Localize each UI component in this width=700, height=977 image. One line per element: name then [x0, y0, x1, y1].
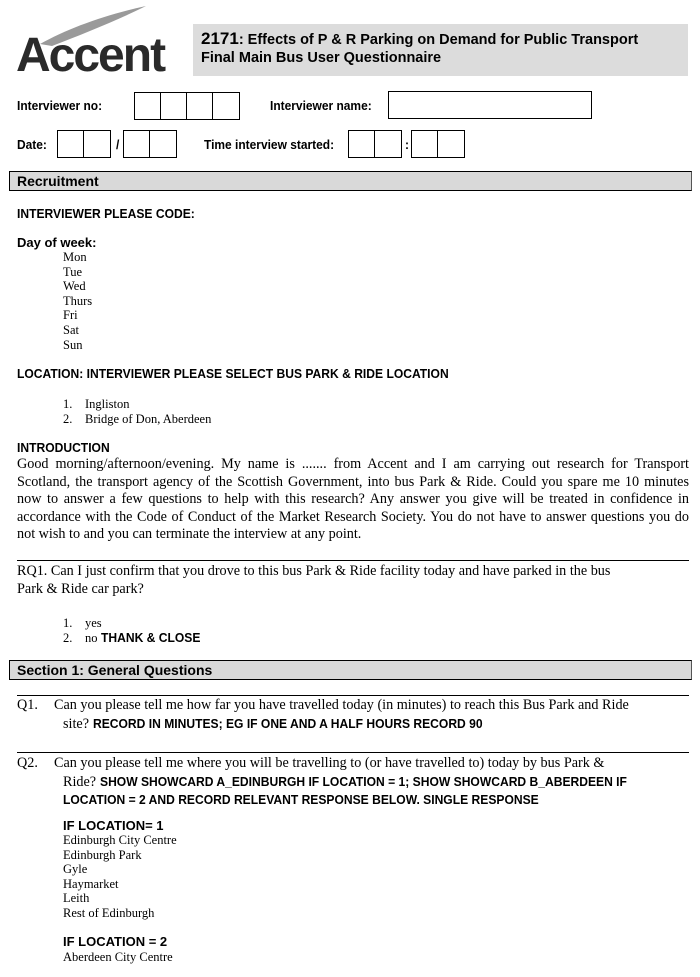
day-option[interactable]: Mon: [63, 250, 87, 264]
digit-box[interactable]: [135, 93, 161, 119]
q2-instruction-2: LOCATION = 2 AND RECORD RELEVANT RESPONSE BELOW. SINGLE RESPONSE: [63, 792, 539, 808]
q2-number: Q2.: [17, 755, 38, 771]
date-day-field[interactable]: [57, 130, 111, 158]
interviewer-name-field[interactable]: [388, 91, 592, 119]
destination-option[interactable]: Edinburgh City Centre: [63, 833, 177, 847]
time-separator: :: [405, 137, 409, 152]
rq1-option-no[interactable]: 2. no THANK & CLOSE: [63, 629, 201, 645]
q1-question: Can you please tell me how far you have travelled today (in minutes) to reach this Bus Park and Ride site? RECORD IN MINUTES; EG IF ONE AND A HALF HOURS RECORD 90: [54, 697, 629, 732]
digit-box[interactable]: [58, 131, 84, 157]
digit-box[interactable]: [150, 131, 176, 157]
location-2-heading: IF LOCATION = 2: [63, 934, 168, 949]
digit-box[interactable]: [349, 131, 375, 157]
digit-box[interactable]: [438, 131, 464, 157]
date-month-field[interactable]: [123, 130, 177, 158]
title-line-2: Final Main Bus User Questionnaire: [201, 50, 442, 66]
digit-box[interactable]: [187, 93, 213, 119]
day-option[interactable]: Sat: [63, 322, 79, 337]
time-label: Time interview started:: [204, 137, 335, 152]
digit-box[interactable]: [412, 131, 438, 157]
title-line-1: : Effects of P & R Parking on Demand for Public Transport: [238, 32, 639, 48]
introduction-heading: INTRODUCTION: [17, 440, 110, 455]
digit-box[interactable]: [84, 131, 110, 157]
logo-text: Accent: [16, 29, 165, 82]
digit-box[interactable]: [213, 93, 239, 119]
section-header-general-questions: Section 1: General Questions: [9, 660, 692, 680]
date-separator: /: [116, 137, 120, 152]
location-1-heading: IF LOCATION= 1: [63, 818, 164, 833]
location-option[interactable]: 2. Bridge of Don, Aberdeen: [63, 411, 212, 426]
digit-box[interactable]: [124, 131, 150, 157]
rq1-options: [63, 616, 208, 645]
destination-option[interactable]: Gyle: [63, 862, 88, 877]
q1-number: Q1.: [17, 697, 38, 713]
close-instruction: THANK & CLOSE: [100, 629, 201, 645]
destination-option[interactable]: Haymarket: [63, 876, 119, 891]
section-header-recruitment: Recruitment: [9, 171, 692, 191]
code-instruction: INTERVIEWER PLEASE CODE:: [17, 206, 195, 221]
project-number: 2171: [201, 29, 239, 48]
location-list: [63, 397, 211, 426]
document-title: [193, 24, 688, 76]
location-instruction: LOCATION: INTERVIEWER PLEASE SELECT BUS PARK & RIDE LOCATION: [17, 366, 449, 381]
day-option[interactable]: Fri: [63, 308, 78, 323]
digit-box[interactable]: [375, 131, 401, 157]
day-of-week-label: Day of week:: [17, 235, 97, 250]
q1-instruction: RECORD IN MINUTES; EG IF ONE AND A HALF HOURS RECORD 90: [92, 715, 483, 731]
day-option[interactable]: Tue: [63, 264, 82, 279]
q2-instruction-1: SHOW SHOWCARD A_EDINBURGH IF LOCATION = 1; SHOW SHOWCARD B_ABERDEEN IF: [99, 773, 627, 789]
location-1-options: [63, 833, 177, 921]
day-option[interactable]: Thurs: [63, 293, 93, 308]
location-2-options: [63, 950, 173, 965]
day-of-week-list: [63, 250, 92, 352]
destination-option[interactable]: Leith: [63, 891, 90, 906]
interviewer-no-field[interactable]: [134, 92, 240, 120]
interviewer-no-label: Interviewer no:: [17, 98, 103, 113]
rq1-question: RQ1. Can I just confirm that you drove to this bus Park & Ride facility today and have parked in the bus Park & Ride car park?: [17, 563, 611, 597]
day-option[interactable]: Wed: [63, 279, 86, 294]
location-option[interactable]: 1. Ingliston: [63, 397, 130, 411]
digit-box[interactable]: [161, 93, 187, 119]
destination-option[interactable]: Edinburgh Park: [63, 847, 142, 862]
interviewer-name-label: Interviewer name:: [270, 98, 372, 113]
time-hour-field[interactable]: [348, 130, 402, 158]
time-minute-field[interactable]: [411, 130, 465, 158]
divider: [17, 695, 689, 696]
rq1-option-yes[interactable]: 1. yes: [63, 616, 102, 630]
destination-option[interactable]: Rest of Edinburgh: [63, 905, 155, 920]
divider: [17, 752, 689, 753]
destination-option[interactable]: Aberdeen City Centre: [63, 950, 173, 964]
q2-question: Can you please tell me where you will be travelling to (or have travelled to) today by bus Park & Ride? SHOW SHOWCARD A_EDINBURGH IF LOCATION = 1; SHOW SHOWCARD B_ABERDEEN IF LOCATION = 2 AND RECORD RELEVANT RESPONSE BELOW. SINGLE RESPONSE: [54, 755, 627, 808]
introduction-text: Good morning/afternoon/evening. My name is ....... from Accent and I am carrying out research for Transport Scotland, the transport agency of the Scottish Government, into bus Park & Ride. Could you spare me 10 minutes now to answer a few questions to help with this research? Any answer you give will be treated in confidence in accordance with the Code of Conduct of the Market Research Society. You do not have to answer questions you do not wish to and you can terminate the interview at any point.: [17, 456, 689, 543]
date-label: Date:: [17, 137, 47, 152]
day-option[interactable]: Sun: [63, 337, 83, 352]
accent-logo: [16, 6, 184, 82]
divider: [17, 560, 689, 561]
